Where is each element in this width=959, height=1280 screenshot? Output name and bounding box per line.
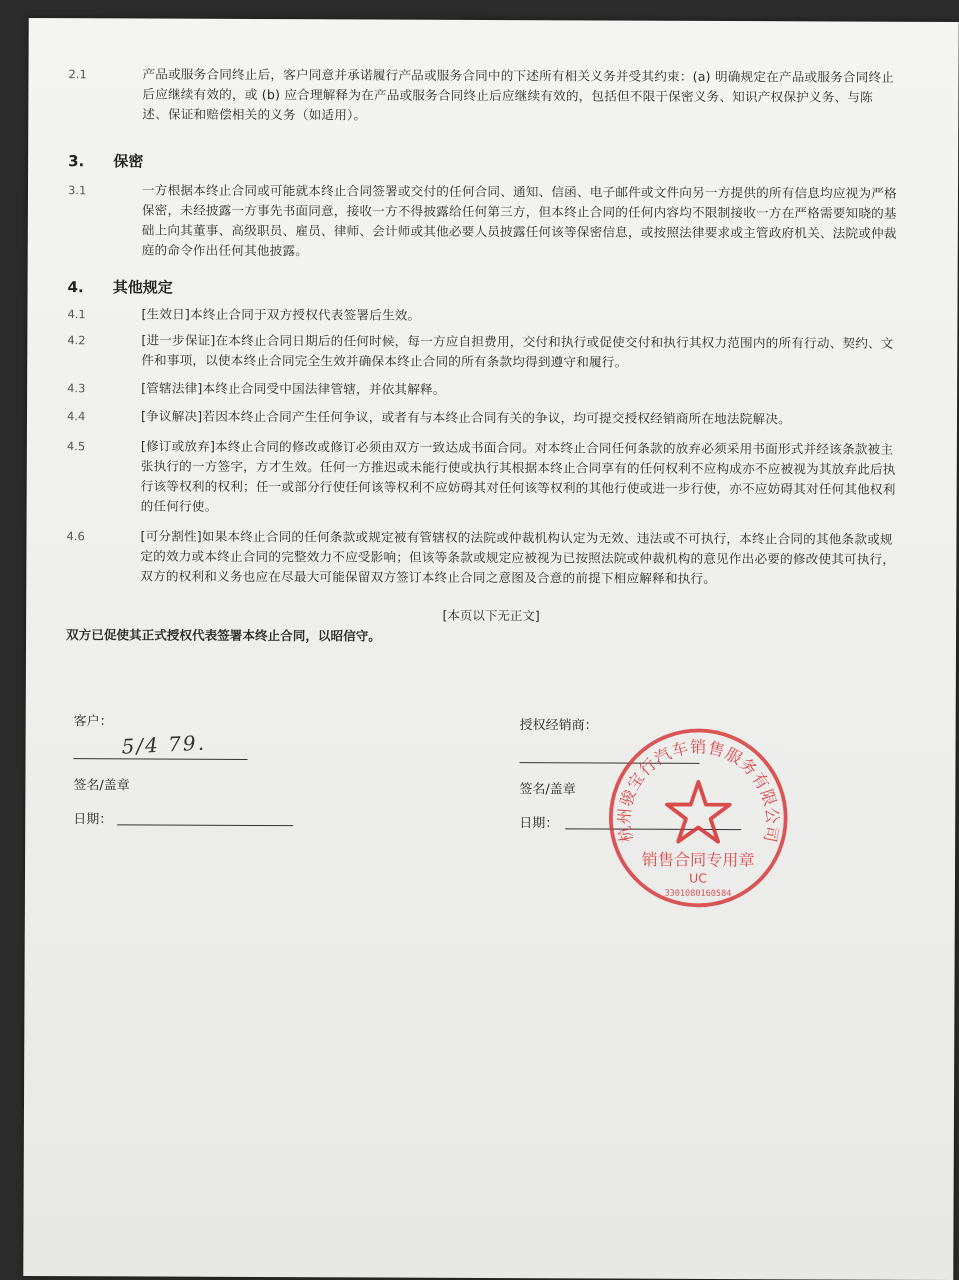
clause-number: 4.2: [67, 333, 86, 348]
clause-4-3: [67, 378, 897, 397]
customer-handwritten-signature: 5/4 79.: [121, 730, 207, 759]
section-number: 4.: [67, 278, 84, 297]
clause-number: 3.1: [67, 183, 87, 198]
clause-text: [进一步保证]在本终止合同日期后的任何时候，每一方应自担费用，交付和执行或促使交付和执行其权力范围内的所有行动、契约、文件和事项，以使本终止合同完全生效并确保本终止合同的所有条款均得到遵守和履行。: [141, 332, 894, 370]
contract-page: [23, 18, 958, 1280]
clause-text: [争议解决]若因本终止合同产生任何争议，或者有与本终止合同有关的争议，均可提交授权经销商所在地法院解决。: [140, 408, 791, 427]
end-of-text-note: [本页以下无正文]: [442, 607, 540, 624]
clause-2-1: [68, 64, 899, 123]
clause-4-4: [66, 406, 897, 427]
section-heading-3: [68, 150, 143, 171]
dealer-date-label: 日期：: [519, 816, 559, 832]
clause-number: 4.3: [67, 381, 86, 396]
clause-number: 4.5: [66, 439, 86, 454]
section-heading-4: [68, 276, 173, 297]
seal-code: UC: [689, 871, 707, 886]
section-title: 其他规定: [112, 278, 173, 297]
seal-purpose: 销售合同专用章: [641, 850, 755, 870]
dealer-label: 授权经销商：: [519, 718, 598, 734]
clause-4-1: [67, 304, 898, 323]
closing-statement: 双方已促使其正式授权代表签署本终止合同，以昭信守。: [66, 627, 381, 644]
customer-signature-line: [74, 758, 248, 760]
company-seal: [603, 722, 794, 913]
customer-label: 客户：: [73, 714, 113, 730]
clause-text: 一方根据本终止合同或可能就本终止合同签署或交付的任何合同、通知、信函、电子邮件或文件向另一方提供的所有信息均应视为严格保密，未经披露一方事先书面同意，接收一方不得披露给任何第三方，但本终止合同的任何内容均不限制接收一方在严格需要知晓的基础上向其董事、高级职员、雇员、律师、会计师或其他必要人员披露任何该等保密信息，或按照法律要求或主管政府机关、法院或仲裁庭的命令作出任何其他披露。: [141, 182, 897, 259]
clause-number: 2.1: [68, 67, 87, 82]
clause-text: 产品或服务合同终止后，客户同意并承诺履行产品或服务合同中的下述所有相关义务并受其约束：(a) 明确规定在产品或服务合同终止后应继续有效的，或 (b) 应合理解释为在产品或服务合同终止后应继续有效的，包括但不限于保密义务、知识产权保护义务、与陈述、保证和赔偿相关的义务（如适用）。: [142, 66, 895, 123]
clause-3-1: [67, 180, 898, 259]
seal-company-name: 杭州骏宝行汽车销售服务有限公司: [614, 737, 783, 845]
seal-star-icon: [667, 782, 730, 842]
clause-text: [生效日]本终止合同于双方授权代表签署后生效。: [141, 306, 421, 323]
customer-sign-label: 签名/盖章: [73, 778, 130, 794]
clause-text: [管辖法律]本终止合同受中国法律管辖，并依其解释。: [141, 380, 446, 397]
clause-text: [修订或放弃]本终止合同的修改或修订必须由双方一致达成书面合同。对本终止合同任何条款的放弃必须采用书面形式并经该条款被主张执行的一方签字，方才生效。任何一方推迟或未能行使或执行其根据本终止合同享有的任何权利不应构成亦不应被视为其放弃此后执行该等权利的权利；任一或部分行使任何该等权利不应妨碍其对任何该等权利的其他行使或进一步行使，亦不应妨碍其对任何其他权利的任何行使。: [140, 438, 896, 514]
dealer-sign-label: 签名/盖章: [519, 782, 576, 798]
clause-number: 4.4: [66, 409, 86, 424]
clause-4-5: [66, 436, 897, 514]
clause-number: 4.1: [67, 307, 86, 322]
customer-date-line: [117, 824, 293, 826]
paper-sheet: [23, 18, 958, 1280]
clause-4-6: [66, 526, 897, 586]
clause-4-2: [67, 330, 897, 370]
clause-text: [可分割性]如果本终止合同的任何条款或规定被有管辖权的法院或仲裁机构认定为无效、违法或不可执行，本终止合同的其他条款或规定的效力或本终止合同的完整效力不应受影响；但该等条款或规定应被视为已按照法院或仲裁机构的意见作出必要的修改使其可执行，双方的权利和义务也应在尽最大可能保留双方签订本终止合同之意图及合意的前提下相应解释和执行。: [140, 528, 896, 586]
section-title: 保密: [113, 152, 144, 171]
seal-number: 3301080160584: [664, 888, 732, 899]
section-number: 3.: [68, 152, 85, 171]
clause-number: 4.6: [66, 529, 85, 544]
customer-date-label: 日期：: [73, 812, 113, 828]
